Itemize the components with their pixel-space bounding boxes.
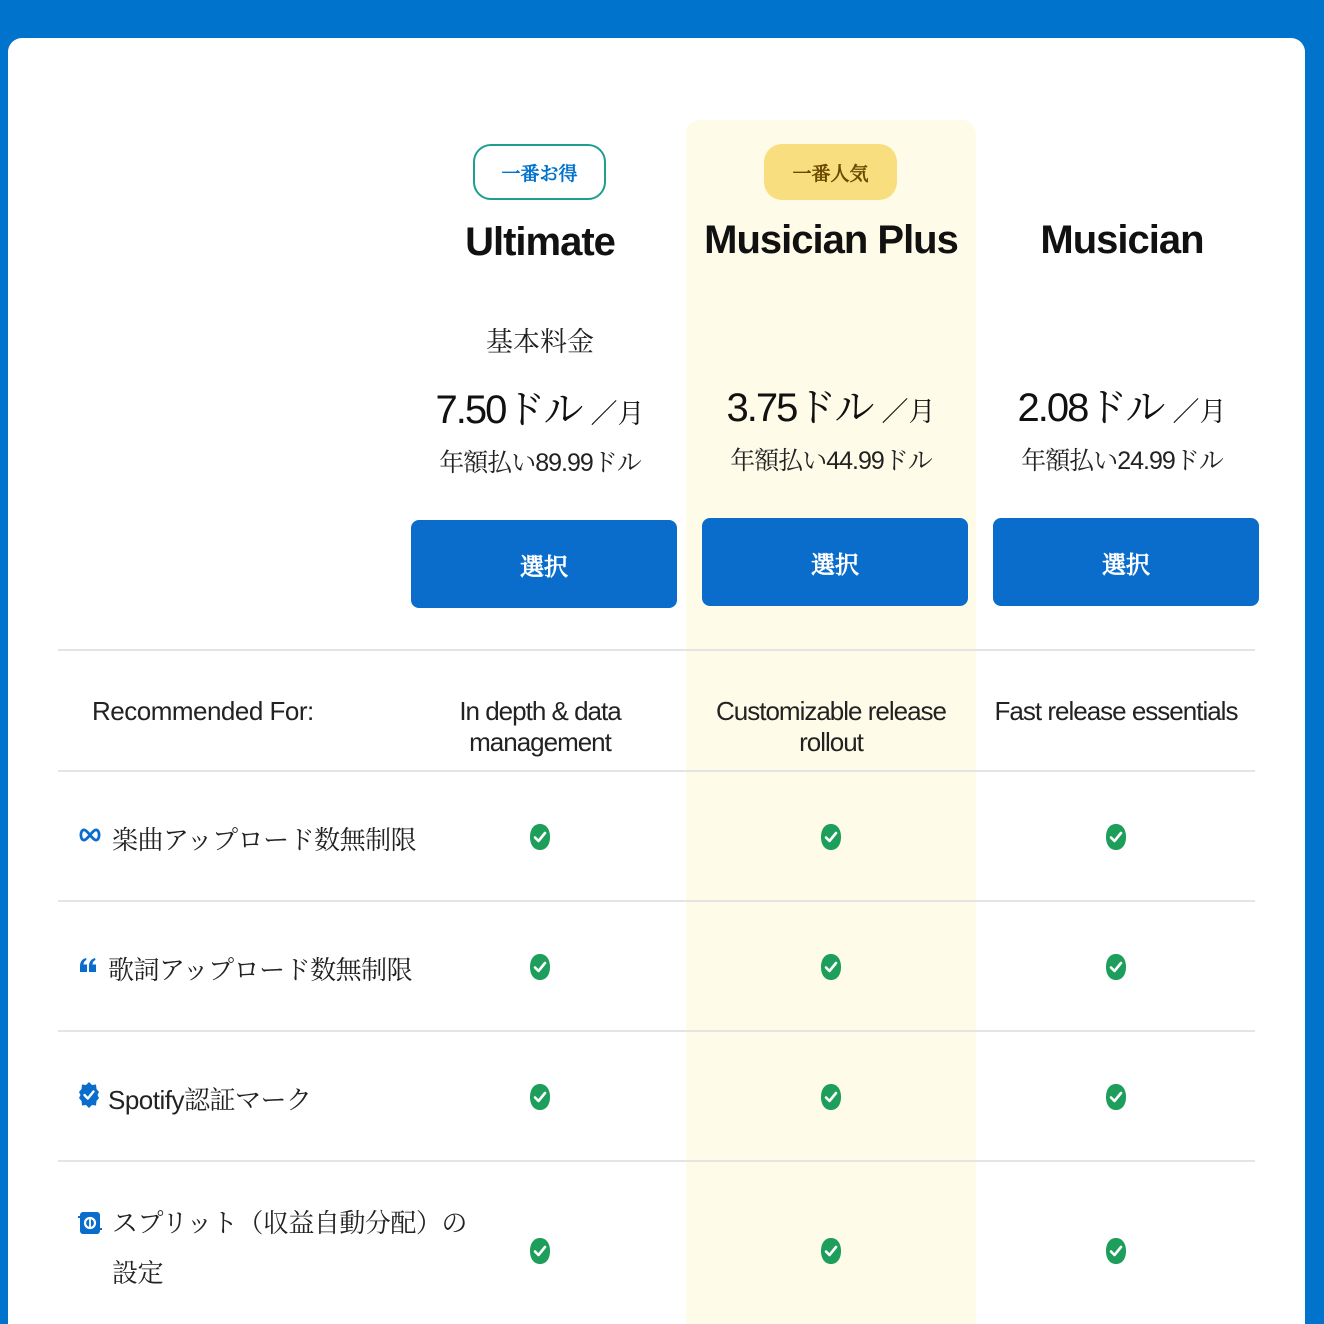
recommended-musician-plus: Customizable release rollout [715,696,946,757]
recommended-musician: Fast release essentials [994,696,1238,726]
row-divider [58,1030,1255,1032]
feature-label: スプリット（収益自動分配）の 設定 [112,1208,467,1288]
most-popular-badge: 一番人気 [764,144,897,200]
quote-icon [78,950,98,980]
plan-name: Musician Plus [704,218,958,262]
plan-name: Ultimate [465,220,615,264]
plan-name: Musician [1040,218,1204,262]
feature-row-splits [78,1208,467,1298]
row-divider [58,649,1255,651]
select-musician-button[interactable]: 選択 [993,518,1259,606]
check-icon [1105,822,1127,852]
check-icon [1105,1236,1127,1266]
infinity-icon [78,820,102,850]
check-icon [529,1236,551,1266]
plan-price: 7.50ドル ／月 [435,388,645,432]
check-icon [529,1082,551,1112]
plan-price: 2.08ドル ／月 [1017,386,1227,430]
feature-label: 楽曲アップロード数無制限 [112,825,417,855]
plan-price: 3.75ドル ／月 [726,386,936,430]
annual-price: 年額払い24.99ドル [1021,447,1223,475]
row-divider [58,1160,1255,1162]
pricing-card [8,38,1305,1324]
check-icon [529,952,551,982]
select-musician-plus-button[interactable]: 選択 [702,518,968,606]
best-value-badge: 一番お得 [473,144,606,200]
recommended-ultimate: In depth & data management [459,696,621,757]
feature-row-spotify-verified [78,1080,312,1117]
row-divider [58,770,1255,772]
annual-price: 年額払い44.99ドル [730,447,932,475]
feature-row-unlimited-songs [78,820,416,857]
check-icon [820,952,842,982]
base-price-label: 基本料金 [486,327,594,357]
row-divider [58,900,1255,902]
check-icon [529,822,551,852]
split-icon [78,1208,102,1238]
feature-label: Spotify認証マーク [108,1085,312,1115]
check-icon [820,1236,842,1266]
recommended-for-label: Recommended For: [92,696,314,726]
select-ultimate-button[interactable]: 選択 [411,520,677,608]
check-icon [820,822,842,852]
verified-badge-icon [78,1080,100,1110]
annual-price: 年額払い89.99ドル [439,449,641,477]
check-icon [820,1082,842,1112]
check-icon [1105,1082,1127,1112]
feature-row-unlimited-lyrics [78,950,412,987]
feature-label: 歌詞アップロード数無制限 [108,955,413,985]
check-icon [1105,952,1127,982]
